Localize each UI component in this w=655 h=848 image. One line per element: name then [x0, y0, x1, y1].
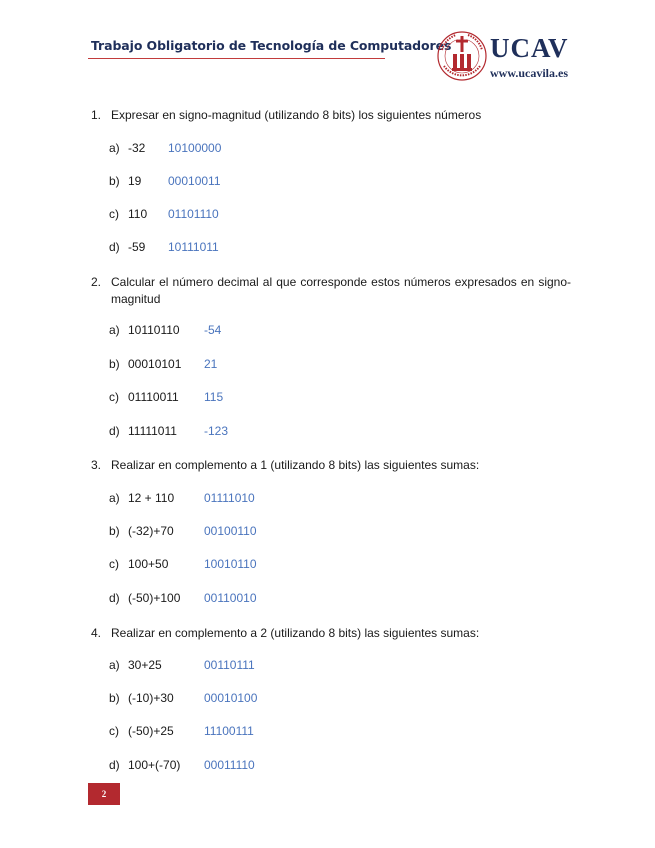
item-answer: 00110111: [204, 658, 255, 672]
item-expression: 100+50: [128, 557, 169, 571]
item-answer: 00011110: [204, 758, 255, 772]
item-expression: (-50)+100: [128, 591, 181, 605]
item-expression: (-50)+25: [128, 724, 174, 738]
item-expression: 19: [128, 174, 142, 188]
item-answer: 115: [204, 390, 224, 404]
question-number: 1.: [91, 108, 102, 122]
item-letter: a): [109, 491, 120, 505]
question-number: 2.: [91, 275, 102, 289]
item-expression: 01110011: [128, 390, 179, 404]
item-expression: (-32)+70: [128, 524, 174, 538]
header-divider: [88, 58, 385, 59]
item-letter: d): [109, 591, 120, 605]
document-header-title: Trabajo Obligatorio de Tecnología de Computadores: [91, 38, 452, 53]
item-answer: 10010110: [204, 557, 257, 571]
item-answer: 00010011: [168, 174, 221, 188]
item-expression: -59: [128, 240, 146, 254]
question-text: Expresar en signo-magnitud (utilizando 8 bits) los siguientes números: [111, 108, 482, 122]
item-expression: 11111011: [128, 424, 177, 438]
question-text: Calcular el número decimal al que corresponde estos números expresados en signo-magnitud: [111, 275, 571, 306]
item-answer: 00010100: [204, 691, 258, 705]
item-letter: a): [109, 141, 120, 155]
item-letter: c): [109, 724, 119, 738]
item-letter: b): [109, 357, 120, 371]
item-expression: -32: [128, 141, 146, 155]
item-expression: 10110110: [128, 323, 180, 337]
item-answer: 00100110: [204, 524, 257, 538]
item-letter: d): [109, 424, 120, 438]
item-expression: 30+25: [128, 658, 162, 672]
item-answer: 01111010: [204, 491, 255, 505]
item-answer: -123: [204, 424, 229, 438]
item-letter: b): [109, 524, 120, 538]
item-answer: 10100000: [168, 141, 222, 155]
item-expression: 100+(-70): [128, 758, 181, 772]
question-text: Realizar en complemento a 1 (utilizando 8 bits) las siguientes sumas:: [111, 458, 480, 472]
item-letter: c): [109, 557, 119, 571]
page-number-badge: 2: [88, 783, 120, 805]
item-answer: 01101110: [168, 207, 219, 221]
item-letter: c): [109, 390, 119, 404]
item-letter: b): [109, 174, 120, 188]
item-answer: 10111011: [168, 240, 219, 254]
item-answer: 21: [204, 357, 218, 371]
item-expression: 12 + 110: [128, 491, 175, 505]
item-answer: 11100111: [204, 724, 254, 738]
item-letter: a): [109, 323, 120, 337]
item-expression: 110: [128, 207, 148, 221]
question-number: 4.: [91, 626, 102, 640]
item-letter: a): [109, 658, 120, 672]
university-seal-icon: [436, 30, 488, 82]
item-expression: (-10)+30: [128, 691, 174, 705]
item-letter: c): [109, 207, 119, 221]
item-answer: -54: [204, 323, 222, 337]
logo-website: www.ucavila.es: [490, 66, 568, 80]
question-text: Realizar en complemento a 2 (utilizando 8 bits) las siguientes sumas:: [111, 626, 480, 640]
item-letter: b): [109, 691, 120, 705]
ucav-logo: [436, 30, 576, 84]
item-letter: d): [109, 240, 120, 254]
logo-wordmark: UCAV: [490, 33, 569, 63]
item-answer: 00110010: [204, 591, 257, 605]
question-number: 3.: [91, 458, 102, 472]
item-letter: d): [109, 758, 120, 772]
item-expression: 00010101: [128, 357, 182, 371]
